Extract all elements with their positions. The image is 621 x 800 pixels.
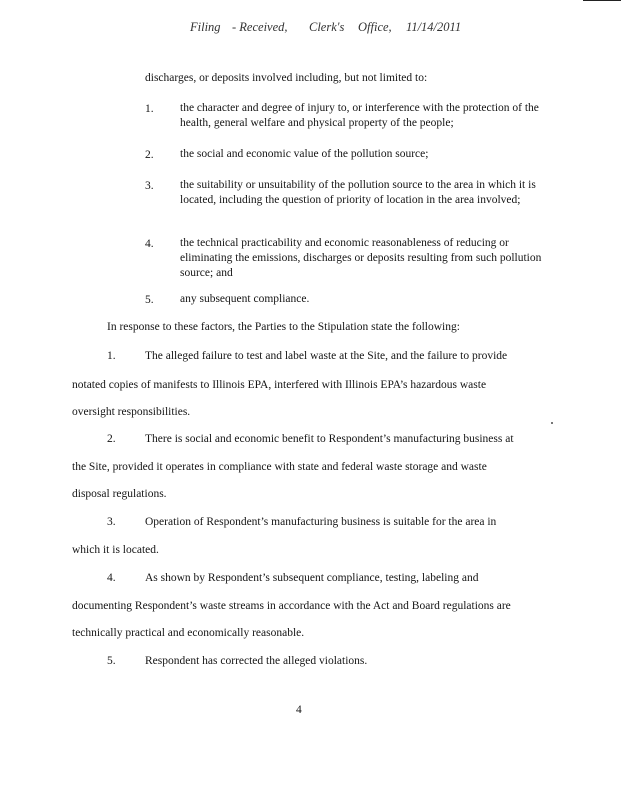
factor-number: 2. (145, 149, 154, 161)
response-line: the Site, provided it operates in compliance with state and federal waste storage and waste (72, 461, 487, 473)
factor-text: the suitability or unsuitability of the pollution source to the area in which it is located, including the question of priority of location in the area involved; (180, 179, 536, 206)
factor-number: 3. (145, 180, 154, 192)
intro-line: discharges, or deposits involved including, but not limited to: (145, 72, 428, 84)
factor-text: the technical practicability and economic reasonableness of reducing or eliminating the emissions, discharges or deposits resulting from such pollution source; and (180, 237, 542, 279)
response-line: Operation of Respondent’s manufacturing business is suitable for the area in (145, 516, 497, 528)
response-line: disposal regulations. (72, 488, 167, 500)
response-line: technically practical and economically reasonable. (72, 627, 305, 639)
header-clerks: Clerk's (309, 20, 345, 34)
header-received: - Received, (232, 20, 288, 34)
response-line: As shown by Respondent’s subsequent compliance, testing, labeling and (145, 572, 479, 584)
header-office: Office, (358, 20, 392, 34)
response-number: 4. (107, 572, 116, 584)
response-intro: In response to these factors, the Parties to the Stipulation state the following: (107, 321, 460, 333)
factor-text: the character and degree of injury to, or interference with the protection of the health, general welfare and physical property of the people; (180, 102, 539, 129)
response-line: oversight responsibilities. (72, 406, 191, 418)
response-line: notated copies of manifests to Illinois EPA, interfered with Illinois EPA’s hazardous waste (72, 379, 487, 391)
response-line: The alleged failure to test and label waste at the Site, and the failure to provide (145, 350, 508, 362)
response-number: 5. (107, 655, 116, 667)
header-filing: Filing (190, 20, 221, 34)
header-date: 11/14/2011 (406, 20, 462, 34)
response-number: 2. (107, 433, 116, 445)
response-number: 1. (107, 350, 116, 362)
response-line: There is social and economic benefit to Respondent’s manufacturing business at (145, 433, 514, 445)
response-line: documenting Respondent’s waste streams in accordance with the Act and Board regulations are (72, 600, 511, 612)
factor-text: the social and economic value of the pollution source; (180, 148, 429, 160)
scan-speck (551, 422, 553, 424)
page-number: 4 (296, 704, 302, 716)
response-line: which it is located. (72, 544, 159, 556)
response-number: 3. (107, 516, 116, 528)
filing-header (0, 20, 621, 40)
factor-number: 4. (145, 238, 154, 250)
response-line: Respondent has corrected the alleged violations. (145, 655, 368, 667)
factor-text: any subsequent compliance. (180, 293, 310, 305)
scan-corner-mark (583, 0, 621, 1)
factor-number: 1. (145, 103, 154, 115)
factor-number: 5. (145, 294, 154, 306)
